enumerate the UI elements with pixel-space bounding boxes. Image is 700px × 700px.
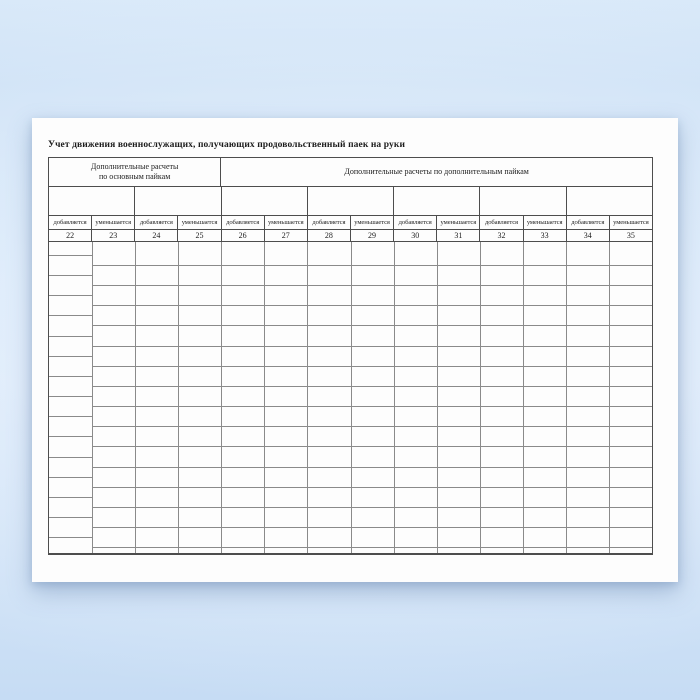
subgroup-blank-cell bbox=[308, 187, 394, 215]
table-group-header-row bbox=[49, 158, 652, 187]
table-subheader-row bbox=[49, 216, 652, 230]
subheader-cell: уменьшается bbox=[613, 219, 649, 226]
subheader-cell: добавляется bbox=[394, 216, 437, 229]
subgroup-blank-cell bbox=[567, 187, 652, 215]
body-row-line bbox=[92, 527, 652, 528]
body-row-line bbox=[92, 346, 652, 347]
subheader-cell: добавляется bbox=[480, 216, 523, 229]
body-row-line bbox=[92, 325, 652, 326]
column-number-cell: 25 bbox=[178, 230, 221, 241]
body-row-line-first-column bbox=[49, 315, 92, 316]
body-row-line bbox=[92, 426, 652, 427]
body-row-line-first-column bbox=[49, 376, 92, 377]
body-row-line bbox=[92, 507, 652, 508]
column-number-cell: 33 bbox=[524, 230, 567, 241]
table-body bbox=[49, 242, 652, 554]
subheader-cell: уменьшается bbox=[351, 216, 394, 229]
column-number-cell: 27 bbox=[265, 230, 308, 241]
subheader-cell: уменьшается bbox=[265, 216, 308, 229]
body-row-line bbox=[92, 406, 652, 407]
body-row-line-first-column bbox=[49, 537, 92, 538]
subheader-cell: добавляется bbox=[49, 216, 92, 229]
body-row-line-first-column bbox=[49, 336, 92, 337]
subgroup-blank-cell bbox=[222, 187, 308, 215]
column-number-cell: 35 bbox=[626, 231, 635, 240]
body-row-line-first-column bbox=[49, 436, 92, 437]
subheader-cell: уменьшается bbox=[524, 216, 567, 229]
column-number-cell: 34 bbox=[567, 230, 610, 241]
body-row-line bbox=[92, 467, 652, 468]
column-number-cell: 23 bbox=[92, 230, 135, 241]
column-number-cell: 22 bbox=[49, 230, 92, 241]
body-row-line bbox=[92, 547, 652, 548]
page-title: Учет движения военнослужащих, получающих продовольственный паек на руки bbox=[48, 140, 406, 150]
body-row-line-first-column bbox=[49, 275, 92, 276]
group-header-main-rations bbox=[49, 158, 221, 186]
body-row-line-first-column bbox=[49, 497, 92, 498]
column-number-cell: 26 bbox=[222, 230, 265, 241]
subgroup-blank-cell bbox=[394, 187, 480, 215]
subheader-cell: добавляется bbox=[222, 216, 265, 229]
body-row-line-first-column bbox=[49, 295, 92, 296]
body-row-line bbox=[92, 446, 652, 447]
body-row-line-first-column bbox=[49, 255, 92, 256]
subheader-cell: уменьшается bbox=[92, 216, 135, 229]
subgroup-blank-cell bbox=[480, 187, 566, 215]
subheader-cell: добавляется bbox=[308, 216, 351, 229]
column-number-cell: 30 bbox=[394, 230, 437, 241]
body-row-line bbox=[92, 366, 652, 367]
column-number-cell: 28 bbox=[308, 230, 351, 241]
column-number-cell: 29 bbox=[351, 230, 394, 241]
body-row-line-first-column bbox=[49, 477, 92, 478]
subheader-cell: уменьшается bbox=[178, 216, 221, 229]
subheader-cell: добавляется bbox=[567, 216, 610, 229]
body-row-line bbox=[92, 285, 652, 286]
column-number-cell: 32 bbox=[480, 230, 523, 241]
subgroup-blank-cell bbox=[135, 187, 221, 215]
table-number-row bbox=[49, 230, 652, 242]
body-row-line-first-column bbox=[49, 416, 92, 417]
body-row-line bbox=[92, 265, 652, 266]
ration-table bbox=[48, 157, 653, 555]
column-number-cell: 31 bbox=[437, 230, 480, 241]
body-row-line bbox=[92, 386, 652, 387]
group-header-main-line1: Дополнительные расчеты bbox=[90, 162, 179, 171]
subheader-cell: добавляется bbox=[135, 216, 178, 229]
subgroup-blank-cell bbox=[49, 187, 135, 215]
subheader-cell: уменьшается bbox=[437, 216, 480, 229]
body-row-line-first-column bbox=[49, 517, 92, 518]
body-row-line-first-column bbox=[49, 457, 92, 458]
body-row-line bbox=[92, 487, 652, 488]
body-row-line bbox=[92, 305, 652, 306]
group-header-additional-rations: Дополнительные расчеты по дополнительным пайкам bbox=[344, 167, 529, 176]
document-page bbox=[32, 118, 678, 582]
column-number-cell: 24 bbox=[135, 230, 178, 241]
body-row-line-first-column bbox=[49, 356, 92, 357]
body-row-line-first-column bbox=[49, 396, 92, 397]
table-blank-header-row bbox=[49, 187, 652, 216]
group-header-main-line2: по основным пайкам bbox=[98, 172, 171, 181]
